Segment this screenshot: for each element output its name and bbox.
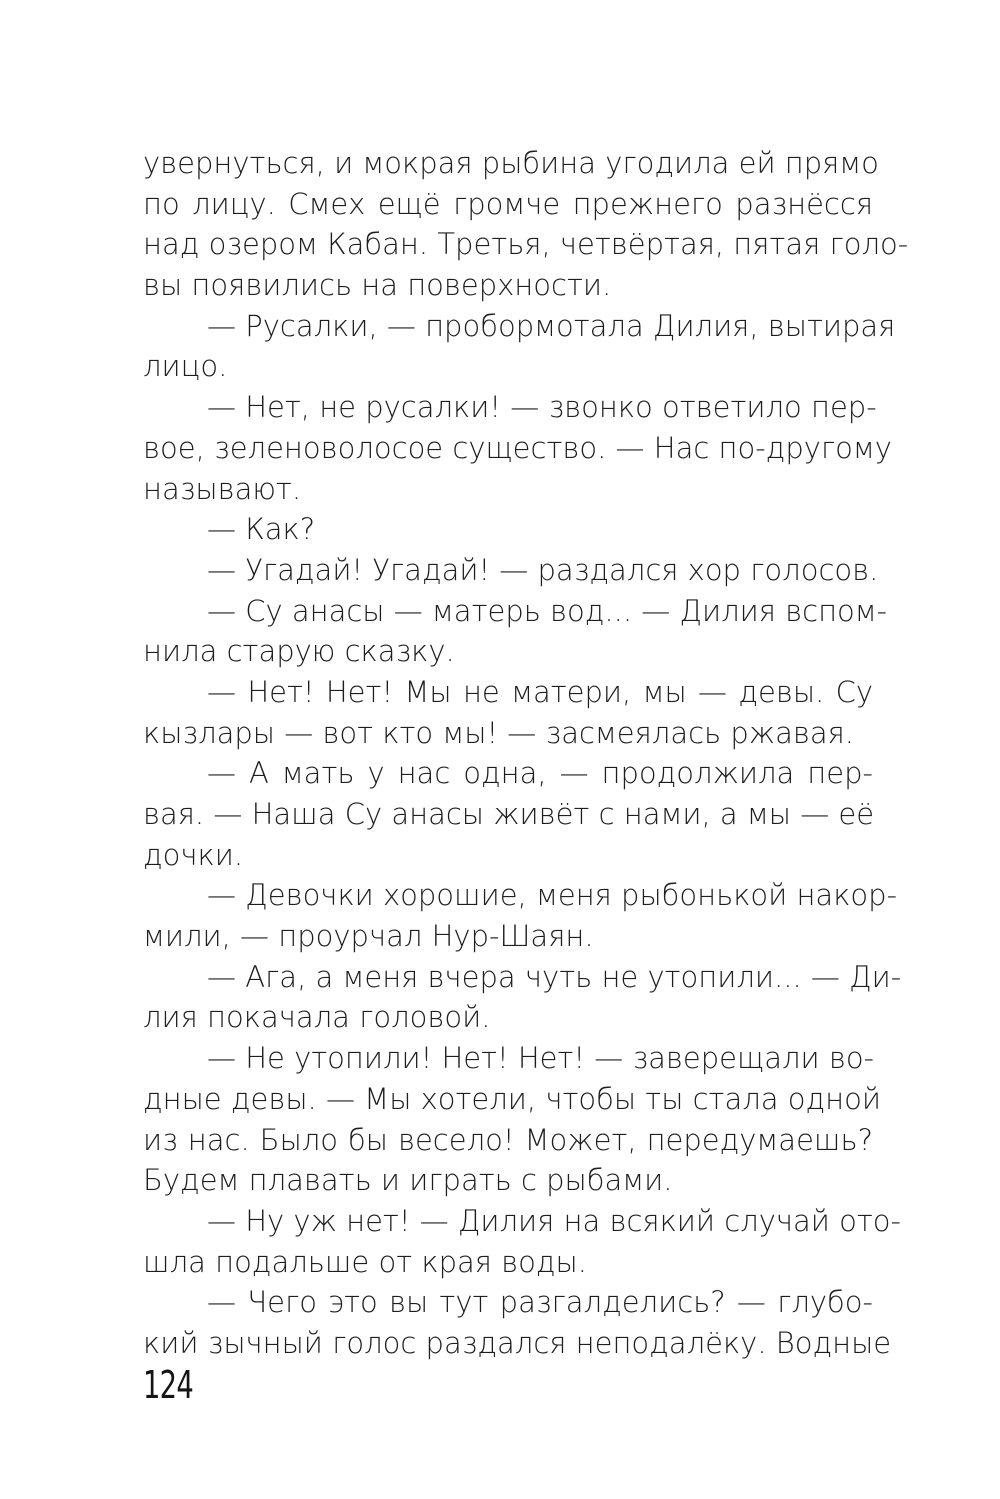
text-line: — Угадай! Угадай! — раздался хор голосов. [207, 552, 879, 587]
text-line: — Русалки, — пробормотала Дилия, вытирая [207, 308, 896, 343]
text-line: лия покачала головой. [143, 1000, 491, 1035]
text-line: вое, зеленоволосое существо. — Нас по-другому [143, 430, 892, 465]
text-line: — А мать у нас одна, — продолжила пер- [207, 756, 873, 791]
text-line: Будем плавать и играть с рыбами. [143, 1163, 673, 1198]
text-line: шла подальше от края воды. [143, 1244, 587, 1279]
text-line: называют. [143, 471, 302, 506]
text-line: — Девочки хорошие, меня рыбонькой накор- [207, 878, 898, 913]
text-line: — Как? [207, 512, 316, 547]
text-line: дочки. [143, 837, 244, 872]
page-number: 124 [143, 1363, 194, 1407]
text-line: — Ну уж нет! — Дилия на всякий случай ото- [207, 1203, 901, 1238]
text-line: нила старую сказку. [143, 634, 455, 669]
text-line: — Чего это вы тут разгалделись? — глубо- [207, 1285, 873, 1320]
text-line: по лицу. Смех ещё громче прежнего разнёсся [143, 186, 873, 221]
text-line: — Нет! Нет! Мы не матери, мы — девы. Су [207, 674, 873, 709]
text-line: вая. — Наша Су анасы живёт с нами, а мы — её [143, 797, 875, 831]
text-line: вы появились на поверхности. [143, 268, 612, 303]
text-line: кий зычный голос раздался неподалёку. Водные [143, 1325, 892, 1360]
text-line: — Су анасы — матерь вод... — Дилия вспом- [207, 593, 888, 628]
text-line: мили, — проурчал Нур-Шаян. [143, 919, 594, 954]
text-line: лицо. [143, 349, 228, 384]
text-line: из нас. Было бы весело! Может, передумаешь? [143, 1122, 873, 1157]
text-line: — Ага, а меня вчера чуть не утопили... — Ди- [207, 959, 902, 994]
text-line: увернуться, и мокрая рыбина угодила ей прямо [143, 146, 879, 180]
text-line: — Нет, не русалки! — звонко ответило пер- [207, 390, 877, 425]
text-line: над озером Кабан. Третья, четвёртая, пятая голо- [143, 227, 909, 262]
text-line: кызлары — вот кто мы! — засмеялась ржавая. [143, 715, 855, 750]
text-line: — Не утопили! Нет! Нет! — заверещали во- [207, 1041, 875, 1076]
text-line: дные девы. — Мы хотели, чтобы ты стала одной [143, 1081, 881, 1116]
body-text [143, 143, 909, 1364]
